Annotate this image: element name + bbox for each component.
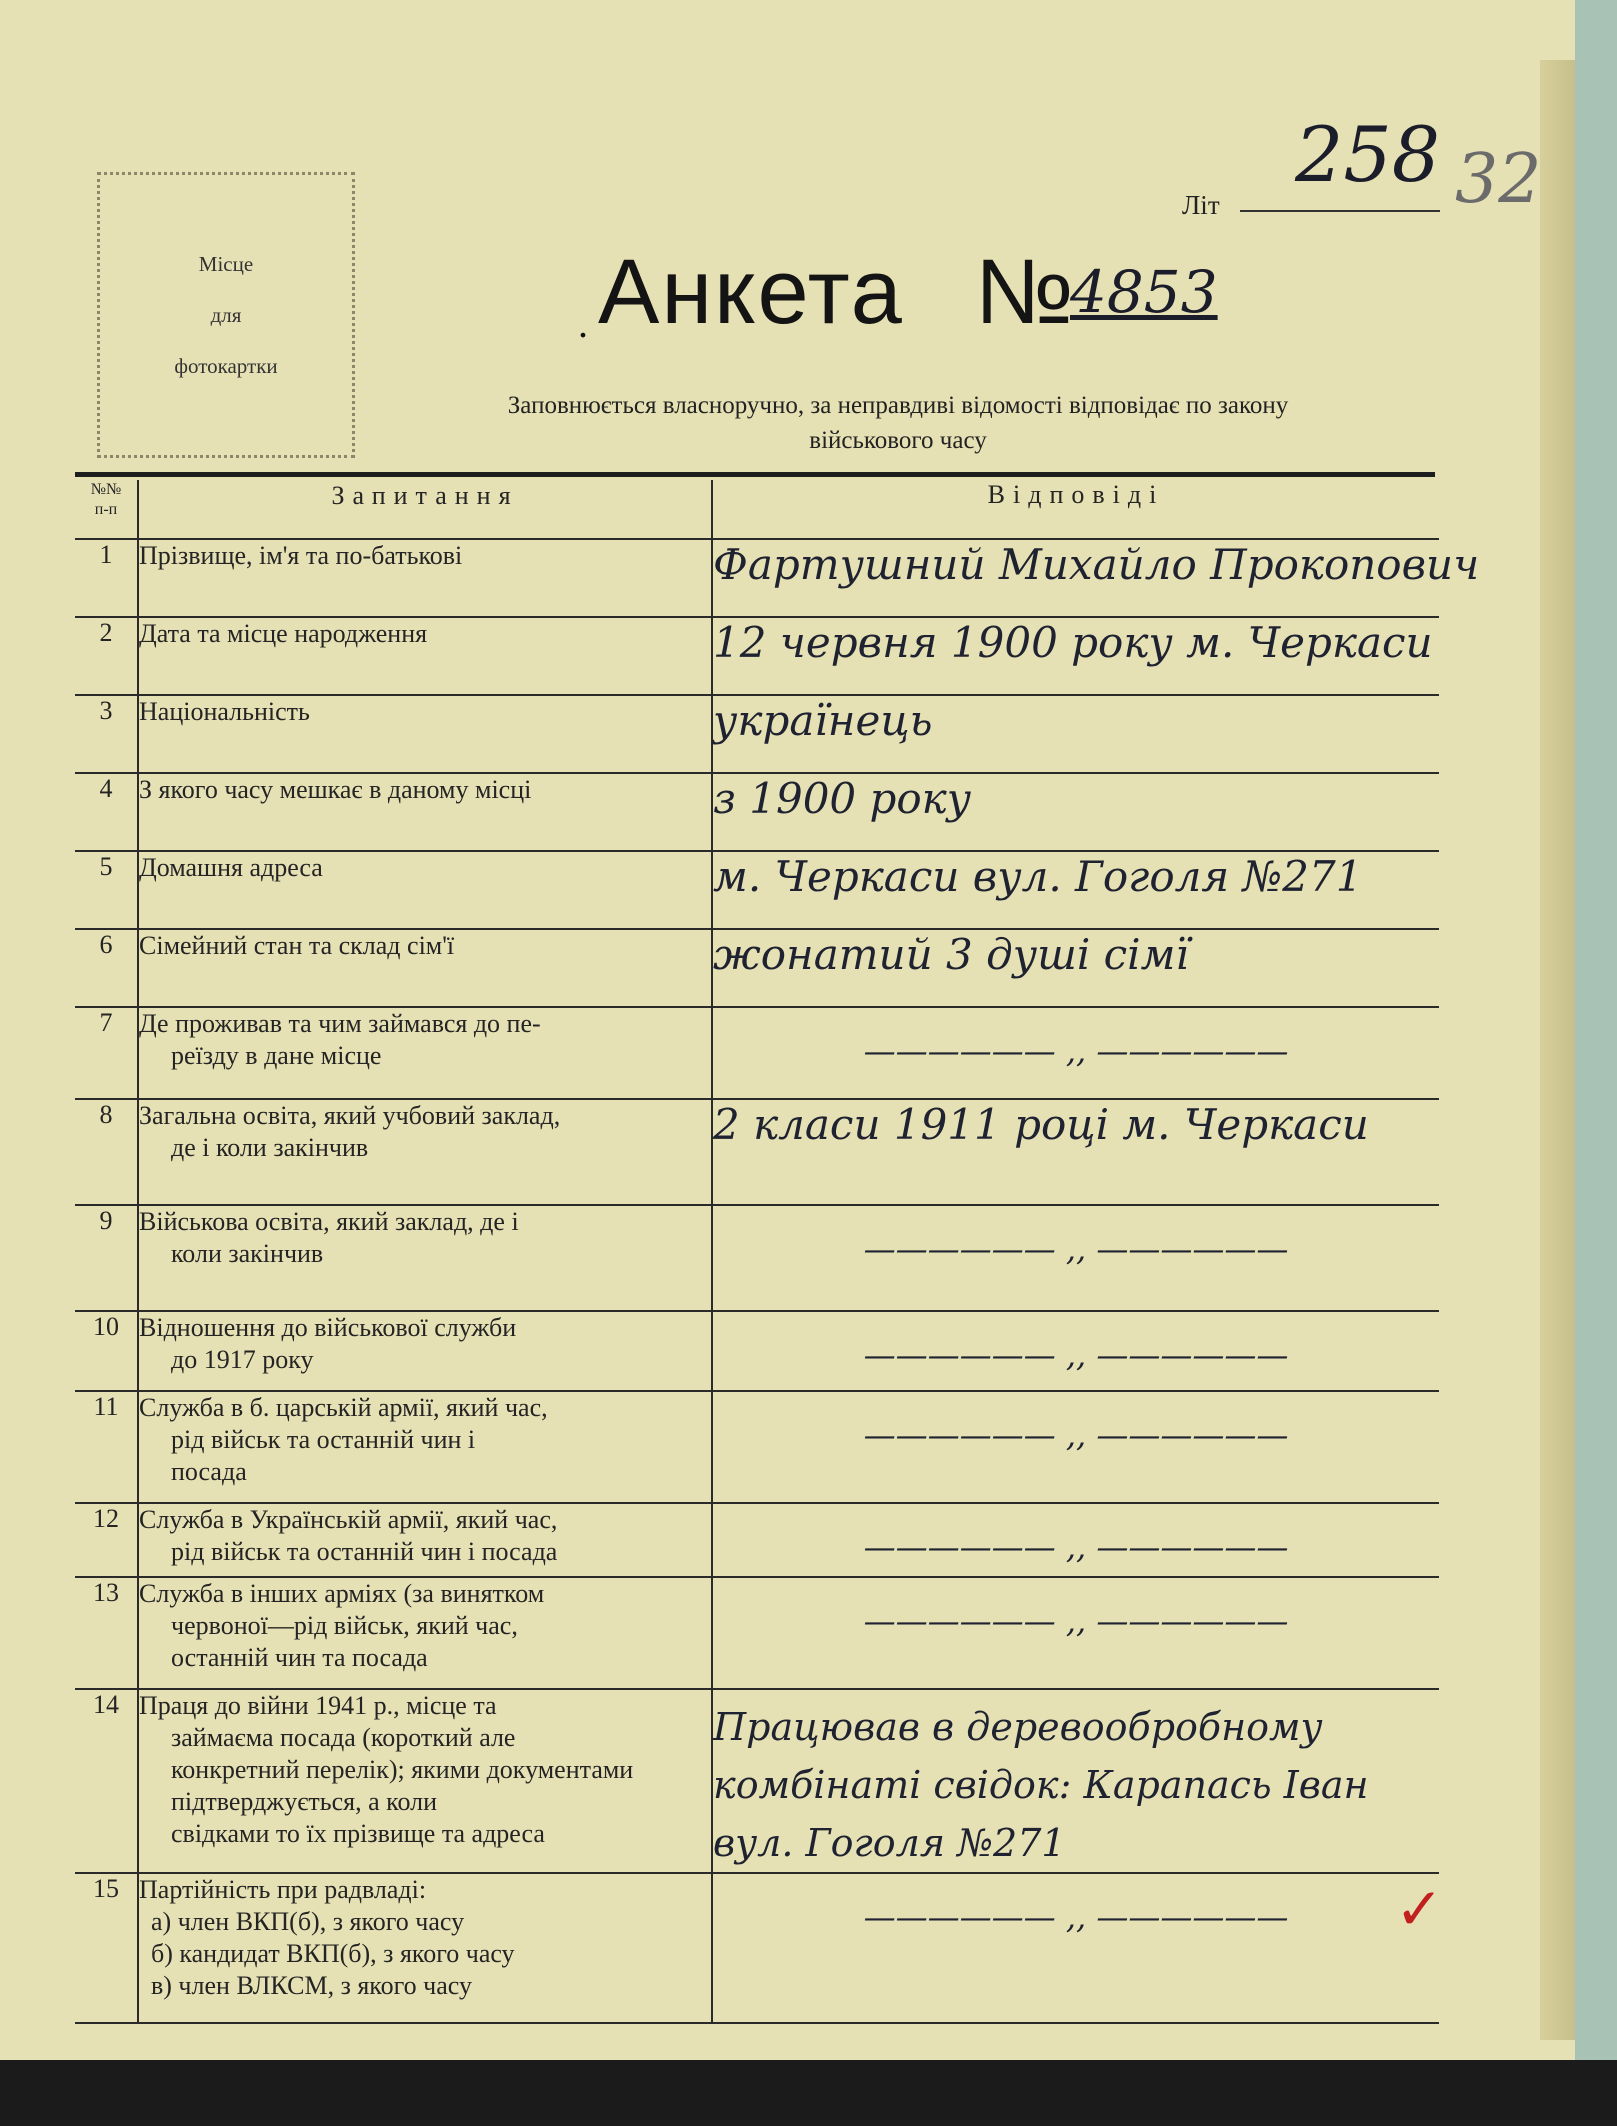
header-number-line-1: №№ [90, 481, 122, 498]
row-number: 13 [75, 1577, 138, 1689]
row-number: 1 [75, 539, 138, 617]
photo-label-2: для [210, 302, 242, 327]
question-line: коли закінчив [171, 1239, 324, 1268]
lit-number: 258 [1295, 110, 1441, 199]
question-line: червоної—рід військ, який час, [171, 1611, 518, 1640]
row-question [138, 1873, 712, 2023]
lit-pencil-number: 32 [1455, 140, 1542, 219]
table-header-row [75, 480, 1439, 539]
row-answer: —————— ,, —————— [712, 1311, 1439, 1391]
row-answer: Фартушний Михайло Прокопович [712, 539, 1439, 617]
row-number: 10 [75, 1311, 138, 1391]
row-answer: жонатий 3 душі сімї [712, 929, 1439, 1007]
question-line: Домашня адреса [139, 853, 323, 882]
question-line: а) член ВКП(б), з якого часу [151, 1907, 465, 1936]
question-line: займаєма посада (короткий але [171, 1723, 516, 1752]
lit-label: Літ [1182, 190, 1220, 220]
row-number: 4 [75, 773, 138, 851]
question-line: Служба в б. царській армії, який час, [139, 1393, 548, 1422]
table-row [75, 1577, 1439, 1689]
row-number: 14 [75, 1689, 138, 1873]
row-answer: з 1900 року [712, 773, 1439, 851]
table-row [75, 1311, 1439, 1391]
row-number: 6 [75, 929, 138, 1007]
table-row [75, 773, 1439, 851]
row-answer: —————— ,, —————— [712, 1577, 1439, 1689]
title-dot: . [578, 301, 588, 346]
question-line: конкретний перелік); якими документами підтверджується, а коли [171, 1755, 634, 1816]
header-rule [75, 472, 1435, 477]
row-question [138, 617, 712, 695]
question-line: Праця до війни 1941 р., місце та [139, 1691, 497, 1720]
table-row [75, 1391, 1439, 1503]
row-answer: —————— ,, —————— [712, 1873, 1439, 2023]
row-number: 9 [75, 1205, 138, 1311]
table-row [75, 695, 1439, 773]
question-line: свідками то їх прізвище та адреса [171, 1819, 545, 1848]
header-questions: Запитання [138, 480, 712, 539]
question-line: Служба в Українській армії, який час, [139, 1505, 558, 1534]
row-number: 7 [75, 1007, 138, 1099]
form-number: 4853 [1070, 258, 1218, 326]
row-number: 2 [75, 617, 138, 695]
row-question [138, 1007, 712, 1099]
row-question [138, 1577, 712, 1689]
table-row [75, 1873, 1439, 2023]
question-line: З якого часу мешкає в даному місці [139, 775, 532, 804]
row-number: 15 [75, 1873, 138, 2023]
subtitle-line-2: військового часу [809, 427, 987, 454]
question-line: Відношення до військової служби [139, 1313, 517, 1342]
question-line: Національність [139, 697, 310, 726]
subtitle-line-1: Заповнюється власноручно, за неправдиві відомості відповідає по закону [507, 392, 1289, 419]
question-line: останній чин та посада [171, 1643, 428, 1672]
question-line: Загальна освіта, який учбовий заклад, [139, 1101, 561, 1130]
row-number: 12 [75, 1503, 138, 1577]
question-line: рід військ та останній чин і посада [171, 1537, 558, 1566]
questionnaire-table [75, 480, 1480, 2024]
row-answer: українець [712, 695, 1439, 773]
row-question [138, 1311, 712, 1391]
row-answer: Працював в деревообробному комбінаті свідок: Карапась Іван вул. Гоголя №271 [712, 1689, 1439, 1873]
background-strip [1575, 0, 1617, 2126]
question-line: Військова освіта, який заклад, де і [139, 1207, 519, 1236]
photo-label-1: Місце [198, 251, 254, 276]
question-line: Служба в інших арміях (за винятком [139, 1579, 545, 1608]
lit-line [1240, 210, 1440, 212]
question-line: в) член ВЛКСМ, з якого часу [151, 1971, 472, 2000]
red-check-mark: ✓ [1395, 1875, 1444, 1943]
row-question [138, 1503, 712, 1577]
row-number: 3 [75, 695, 138, 773]
question-line: де і коли закінчив [171, 1133, 369, 1162]
row-question [138, 1205, 712, 1311]
table-row [75, 1689, 1439, 1873]
row-question [138, 1689, 712, 1873]
question-line: до 1917 року [171, 1345, 314, 1374]
row-question [138, 773, 712, 851]
table-row [75, 1099, 1439, 1205]
bottom-shadow [0, 2060, 1617, 2126]
table-row [75, 539, 1439, 617]
question-line: Прізвище, ім'я та по-батькові [139, 541, 463, 570]
header-answers: Відповіді [712, 480, 1439, 539]
table-row [75, 851, 1439, 929]
form-subtitle [378, 388, 1418, 458]
form-title: Анкета [598, 241, 904, 343]
question-line: реїзду в дане місце [171, 1041, 382, 1070]
row-answer: 2 класи 1911 році м. Черкаси [712, 1099, 1439, 1205]
row-question [138, 695, 712, 773]
row-answer: м. Черкаси вул. Гоголя №271 [712, 851, 1439, 929]
photo-placeholder [97, 172, 355, 458]
table-row [75, 1007, 1439, 1099]
table-row [75, 1503, 1439, 1577]
row-question [138, 539, 712, 617]
header-number [75, 480, 138, 539]
row-number: 8 [75, 1099, 138, 1205]
row-question [138, 1391, 712, 1503]
question-line: Де проживав та чим займався до пе- [139, 1009, 541, 1038]
photo-label-3: фотокартки [174, 353, 278, 378]
question-line: рід військ та останній чин і [171, 1425, 476, 1454]
row-answer: —————— ,, —————— [712, 1007, 1439, 1099]
row-number: 11 [75, 1391, 138, 1503]
question-line: посада [171, 1457, 247, 1486]
row-answer: —————— ,, —————— [712, 1205, 1439, 1311]
row-question [138, 1099, 712, 1205]
row-answer: 12 червня 1900 року м. Черкаси [712, 617, 1439, 695]
row-question [138, 929, 712, 1007]
question-line: Партійність при радвладі: [139, 1875, 427, 1904]
header-number-line-2: п-п [94, 501, 118, 518]
row-number: 5 [75, 851, 138, 929]
row-question [138, 851, 712, 929]
row-answer: —————— ,, —————— [712, 1391, 1439, 1503]
row-answer: —————— ,, —————— [712, 1503, 1439, 1577]
question-line: Дата та місце народження [139, 619, 428, 648]
title-number-sign: № [975, 241, 1074, 343]
table-row [75, 929, 1439, 1007]
question-line: Сімейний стан та склад сім'ї [139, 931, 455, 960]
table-row [75, 1205, 1439, 1311]
question-line: б) кандидат ВКП(б), з якого часу [151, 1939, 515, 1968]
table-row [75, 617, 1439, 695]
